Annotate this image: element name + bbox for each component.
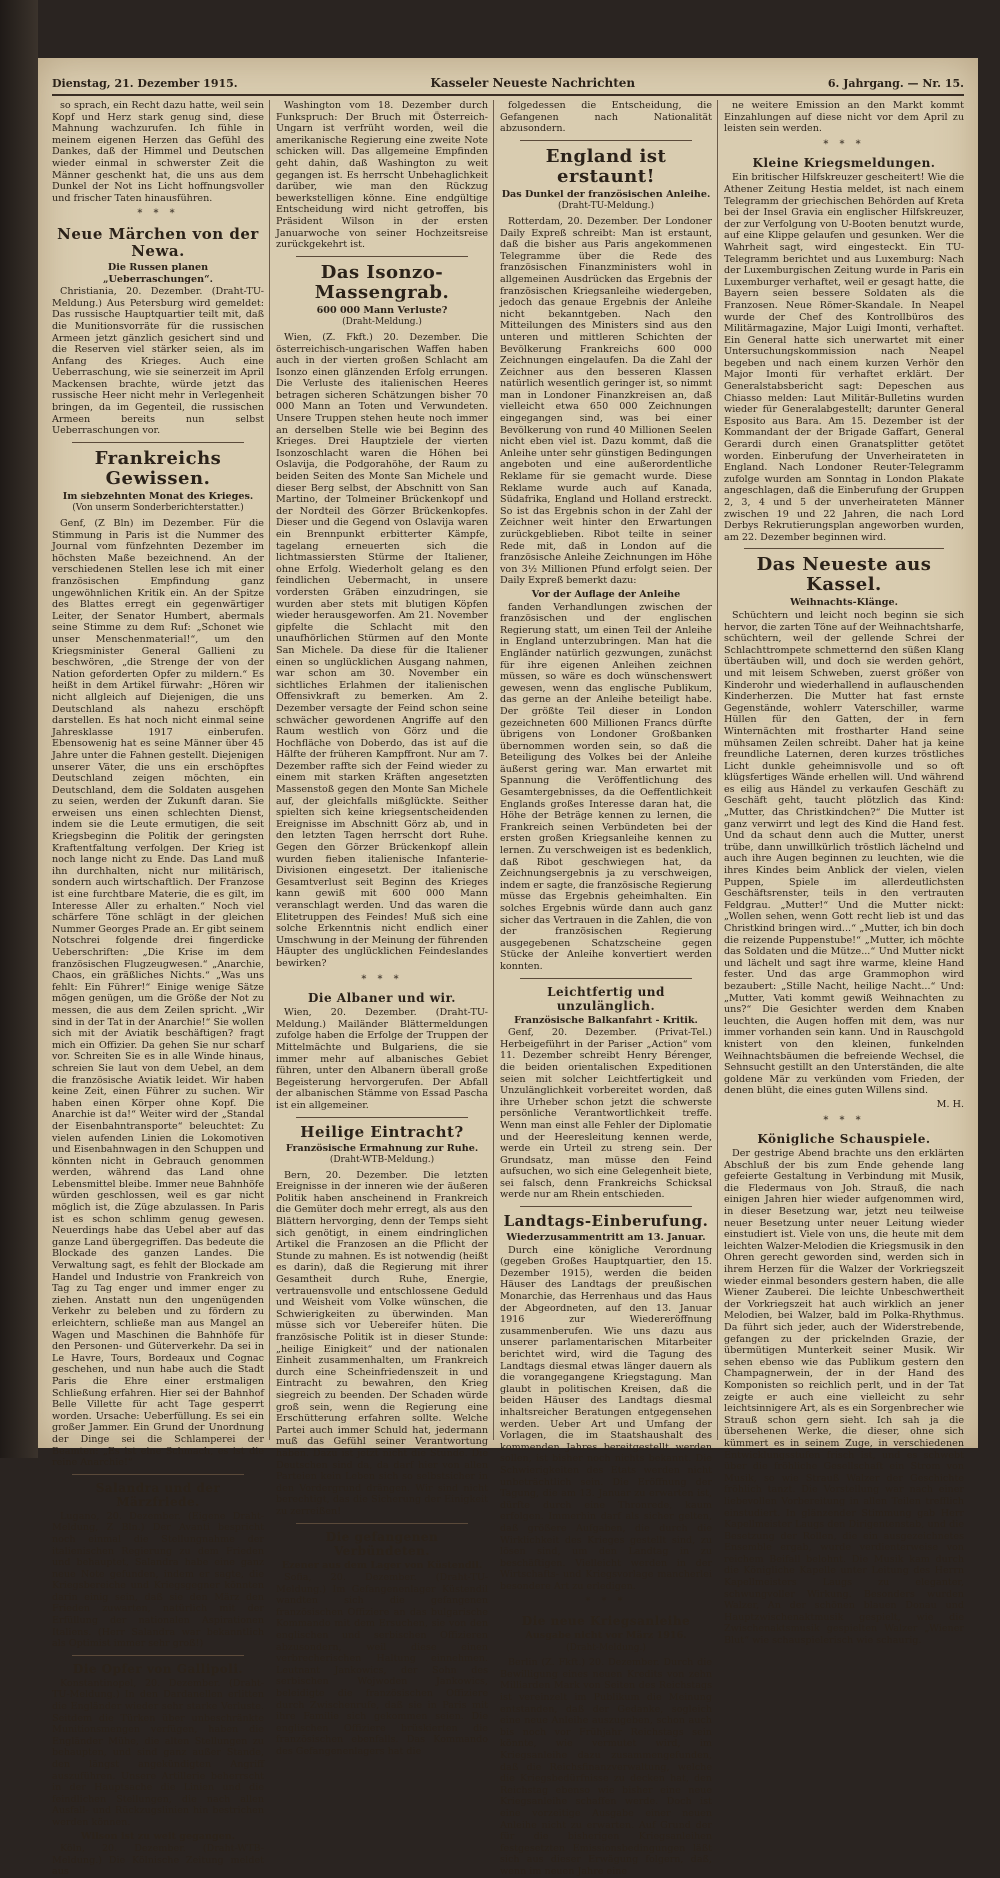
article-body: Sofia, 20. Dezember. (Draht-TU-Meldung.) Im Gefangenenlager Küstendil wandten sich die gefangenen französischen Offiziere an das bulgarische Kommando mit dem Ersuchen, sie von den englischen und serbischen Offizieren abzusondern, weil diese einen verbrecherischen Haltung einnehmen. Leutnant Jankowics, der Sohn des serbischen Wojwoden Jankowics, beleidigte die französischen Offiziere durch Zwischenrufe, daß sie in Paris mit ihre Familie sich gekommen seien. Die englischen Offiziere brüskierten die französischen ebenfalls. Das Kommando des Gefangenenlagers hat die	[276, 1572, 488, 1757]
headline-salandra: Salandra und der Märzfriede.	[95, 1480, 221, 1509]
divider	[72, 1655, 244, 1656]
article-body: Der gestrige Abend brachte uns den erklärten Abschluß der bis zum Ende gehende lang gefeierte Gestaltung in Verbindung mit Musik, die Fledermaus von Joh. Strauß, die nach einigen Jahren hier wieder aufgenommen wird, in dieser Besetzung war, jetzt neu teilweise neuer Besetzung unter neuer Leitung wieder einstudiert ist. Viele von uns, die heute mit dem leichten Walzer-Melodien die Kriegsmusik in den Ohren gerecht geworden sind, werden sich in ihrem Herzen für die Walzer der Vorkriegszeit wieder einmal besonders gestern haben, die alle Wiener Zauberei. Die leichte Unbeschwertheit der Vorkriegszeit hat auch wirklich an jener Melodien, bei Walzer, bald im Polka-Rhythmus. Da führt sich jeder, auch der Widerstrebende, gefangen zu der prickelnden Grazie, der übermütigen Munterkeit seiner Musik. Wir sehen ebenso wie das Publikum gestern den Champagnerwein, der in der Hand des Komponisten so reichlich perlt, und in der Tat zeigte er auch eine vielleicht zu sehr leichtsinnigere Art, als es ein Sorgenbrecher wie Strauß schon gern sieht. Ich sah ja die übersehenen Werke, die dieser, ohne sich kümmert es in seinem Zuge, in verschiedenen Entwicklungsstufen frisch ist, und es schwebt über die fröhliche Gesellschaft ein Strom von Musik, so wie Strauß Walzer der Geschichte fröhlich tanzt. Die Vorstellung war nach einer liebevollen Vorbereitung in allen Teilen trefflich einstudiert. In glänzender Stimmung gab Herr Kapellmeister Laugs den Dirigentenstab, und die Besetzung der Rollen, die ein ausgezeichnetes Ensemble ergab, wurde verdienterweise von reichem Beifall belohnt. Die Musik kam durch die Königliche Kapelle unter Leitung des Herrn Kapellmeisters Laugs zu eleganter, schwungvoller Wirkung. Besonders wurden Walzer, An der schönen blauen Donau und Hauptzwischenaktmusik gespielt, wie die Zwischenaktsmusik gespielten Walzer „Wiener Blut“ wie schauspielerisch wie schaurig.	[724, 1148, 964, 1647]
headline-albaner: Die Albaner und wir.	[308, 991, 456, 1006]
section-separator: * * *	[823, 138, 865, 150]
masthead-issue: 6. Jahrgang. — Nr. 15.	[827, 76, 964, 90]
subheadline: Ausgabe nicht vor März 1916.	[525, 1630, 687, 1642]
subheadline: Das Dunkel der französischen Anleihe.	[501, 188, 711, 200]
subheadline: Wiederzusammentritt am 13. Januar.	[506, 1232, 706, 1244]
article-paragraph: ne weitere Emission an den Markt kommt Einzahlungen auf diese nicht vor dem April zu leisten sein werden.	[724, 100, 964, 135]
column-2	[276, 100, 488, 1757]
divider	[520, 140, 692, 141]
article-paragraph: Washington vom 18. Dezember durch Funkspruch: Der Bruch mit Österreich-Ungarn ist verfrüht worden, weil die amerikanische Regierung eine zweite Note schicken will. Das allgemeine Empfinden geht dahin, daß Washington zu weit gegangen ist. Es herrscht Unbehaglichkeit darüber, wie man den Rückzug bewerkstelligen könne. Eine endgültige Entscheidung wird nicht getroffen, bis Präsident Wilson in der ersten Januarwoche von seiner Hochzeitsreise zurückgekehrt ist.	[276, 100, 488, 251]
subheadline: Weihnachts-Klänge.	[790, 597, 898, 609]
headline-england: England ist erstaunt!	[545, 145, 667, 187]
newspaper-page	[38, 58, 978, 1878]
divider	[72, 442, 244, 443]
article-body: Lugano, 20. Dezember. (Eigene Draht-Meldung, Z Bln.) Der Avanti bespricht noch einmal die Stellungnahme der italienischen Regierung zu dem Frieden und behauptet, Salandra habe eine ganz neue Note gefunden, indem er sagte, die Kriegsbereiche und Kriegsgegner könnten darin einig sein, daß sie den März den Frieden zuwarten, natürlich mit der Erfüllung der nationalen Aspirationen Italiens. (Herr Salandra war bekanntlich als Optimist immer sehr groß!)	[52, 1510, 264, 1650]
headline-kleine: Kleine Kriegsmeldungen.	[752, 156, 936, 171]
article-body: Ein britischer Hilfskreuzer gescheitert! Wie die Athener Zeitung Hestia meldet, ist nach einem Telegramm der griechischen Behörden auf Kreta bei der Insel Gravia ein englischer Hilfskreuzer, der zur Verfolgung von U-Booten benutzt wurde, auf eine Klippe gelaufen und gesunken. Wer die Wahrheit sagt, wird eingesteckt. Ein TU-Telegramm berichtet und aus Luxemburg: Nach der Luxemburgischen Zeitung wurde in Paris ein Luxemburger verhaftet, weil er gesagt hatte, die Bayern seien bessere Soldaten als die Franzosen. Neue Römer-Skandale. In Neapel wurde der Chef des Kontrollbüros des Militärmagazine, Major Luigi Imonti, verhaftet. Ein General hatte sich unerwartet mit einer Untersuchungskommission nach Neapel begeben und nach einem kurzen Verhör den Major Imonti für verhaftet erklärt. Der Generalstabsbericht sagt: Depeschen aus Chiasso melden: Laut Militär-Bulletins wurden wieder für Generalabgestellt; darunter General Esposito aus Bara. Am 15. Dezember ist der Kommandant der der Brigade Gaffart, General Gerardi durch einen Granatsplitter getötet worden. Einberufung der Unverheirateten in England. Nach Londoner Reuter-Telegramm zufolge wurden am Sonntag in London Plakate angeschlagen, daß die Einberufung der Gruppen 2, 3, 4 und 5 der unverheirateten Männer zwischen 19 und 22 Jahren, die nach Lord Derbys Rekrutierungsplan angeworben wurden, am 22. Dezember beginnen wird.	[724, 172, 964, 543]
headline-landtag: Landtags-Einberufung.	[503, 1212, 709, 1231]
divider	[744, 548, 944, 549]
article-body: Köln, 20. Dezember. (Draht-WTB-Meldung.) Die Kölnische Zeitung meldet aus	[52, 1843, 264, 1878]
section-separator: * * *	[137, 208, 179, 220]
section-separator: * * *	[361, 973, 403, 985]
subheadline: Im siebzehnten Monat des Krieges.	[62, 490, 254, 502]
article-body: Genf, (Z Bln) im Dezember. Für die Stimmung in Paris ist die Nummer des Journal vom fünfzehnten Dezember im höchsten Maße bezeichnend. An der verschiedenen Stellen lese ich mit einer französischen Empfindung ganz ungewöhnlichen Kritik ein. An der Spitze des Blattes erregt ein gegenwärtiger Leiter, der Senator Humbert, abermals seine Stimme zu dem Ruf: „Schonet wie unser Menschenmaterial!“, um den Kriegsminister General Gallieni zu beschwören, „die Strenge der von der Nation geforderten Opfer zu mildern.“ Es heißt in dem Artikel fürwahr: „Hören wir nicht allgleich auf Diejenigen, die uns Deutschland als nahezu erschöpft darstellen. Es hat noch nicht einmal seine Jahresklasse 1917 einberufen. Ebensowenig hat es seine Männer über 45 Jahre unter die Fahnen gestellt. Diejenigen unserer Väter, die uns ein erschöpftes Deutschland zeigen möchten, ein Deutschland, dem die Soldaten ausgehen zu seien, werden der Zukunft daran. Sie erweisen uns einen schlechten Dienst, indem sie die Leute ermutigen, die seit Kriegsbeginn die Politik der geringsten Kraftentfaltung verfolgen. Der Krieg ist noch lange nicht zu Ende. Das Land muß ihn durchhalten, nicht nur militärisch, sondern auch wirtschaftlich. Der Franzose ist eine furchtbare Materie, die es gilt, im Interesse Aller zu erhalten.“ Noch viel schärfere Töne schlägt in der gleichen Nummer Georges Prade an. Er gibt seinem Notschrei folgende drei fingerdicke Ueberschriften: „Die Krise im dem französischen Flugzeugwesen.“ „Anarchie, Chaos, ein gräßliches Nichts.“ „Was uns fehlt: Ein Führer!“ Einige wenige Sätze mögen genügen, um die Größe der Not zu messen, die aus dem Zeilen spricht. „Wir sind in der Tat in der Anarchie!“ Sie wollen sich mit der Aviatik beschäftigen? fragt mich ein Offizier. Da gehen Sie nur scharf vor. Schreiten Sie es in alle Winde hinaus, schreien Sie laut von dem Uebel, an dem die französische Aviatik leidet. Wir haben keine Zeit, einen Führer zu suchen. Wir haben einen Körper ohne Kopf. Die Anarchie ist da!“ Weiter wird der „Standal der Eisenbahntransporte“ beleuchtet: Zu vielen aufenden Linien die Lokomotiven und Eisenbahnwagen in den Schuppen und könnten nicht in Gebrauch genommen werden, während das Land ohne Lebensmittel bleibe. Immer neue Bahnhöfe würden geschlossen, weil es gar nicht möglich ist, die Züge abzulassen. In Paris ist es schon schlimm genug gewesen. Neuerdings habe das Uebel aber auf das ganze Land übergegriffen. Das bedeute die Blockade des ganzen Landes. Die Verwaltung sagt, es fehlt der Blockade am Handel und Industrie von Frankreich von Tag zu Tag enger und immer enger zu ziehen. Anstatt nun den ungenügenden Verkehr zu beleben und zu fördern zu erleichtern, schließe man aus Mangel an Wagen und Maschinen die Bahnhöfe für den Personen- und Güterverkehr. Da sei in Le Havre, Tours, Bordeaux und Cognac geschehen, und nun habe auch die Stadt Paris die Ehre einer erstmaligen Schließung erfahren. Hier sei der Bahnhof Belle Villette für acht Tage gesperrt worden. Ursache: Ueberfüllung. Es sei ein großer Jammer. Ein Grund der Unordnung der Dinge sei die Schlamperei der Beamten: „Es ist eine Schmach, es ist die reine Anarchie!“	[52, 518, 264, 1469]
article-body: Berlin (Z. Fkft.) 20. Dezember. Durch die Bewilligung eines neuen Kredits von zehn Milliarden Mark von Seiten des Reichstags ist vereinzelt im Publikum die Meinung entstanden, daß der Gedanke, sogleich eine neue Anleihe auszugeben, schon auch bis noch vor Frühjahr Reichstags sein könnte, wie vermutet wird, im Kriegsanleihe dazu zusammengefunden, daß die Reichsfinanzverwaltung, welche die Kriegsbedürfnisse zu decken hat, den Reichstag ebenso wie bisher eine neue Kriegsanleihe schaffen werde. Doch ist eine vorzeitige Ausgabe einer neuen Anleihe nicht zu erwarten. Auf Grund der für die bisherigen Kriegsanleihen festgesetzten Emissionsbedingungen läßt sich aus dieser Erwägung folgern, daß, wenn im neuen Jahre eine	[500, 1657, 712, 1877]
column-divider	[717, 100, 718, 1440]
headline-eintracht: Heilige Eintracht?	[300, 1122, 464, 1141]
section-separator: * * *	[585, 1596, 627, 1608]
article-body: Wien, 20. Dezember. (Draht-TU-Meldung.) Mailänder Blättermeldungen zufolge haben die Erfolge der Truppen der Mittelmächte und Bulgariens, die sie immer mehr auf albanisches Gebiet führen, unter den Albanern überall große Begeisterung hervorgerufen. Der Abfall der albanischen Stämme von Essad Pascha ist ein allgemeiner.	[276, 1007, 488, 1111]
article-body: Genf, 20. Dezember. (Privat-Tel.) Herbeigeführt in der Pariser „Action“ vom 11. Dezember schreibt Henry Bérenger, die beiden orientalischen Expeditionen seien mit solcher Leichtfertigkeit und Unzulänglichkeit vorbereitet worden, daß ihre Urheber schon jetzt die schwerste persönliche Verantwortlichkeit treffe. Wenn man einst alle Fehler der Diplomatie und der Heeresleitung kennen werde, werde ein Urteil zu streng sein. Der Grundsatz, man müsse den Feind aufsuchen, wo sich eine Gelegenheit biete, sei falsch, denn Frankreichs Schicksal werde nur am Rhein entschieden.	[500, 1027, 712, 1201]
masthead-rule	[52, 94, 964, 96]
article-body: Christiania, 20. Dezember. (Draht-TU-Meldung.) Aus Petersburg wird gemeldet: Das russische Hauptquartier teilt mit, daß die Munitionsvorräte für die russischen Armeen jetzt gänzlich gesichert sind und die Reserven viel stärker seien, als im Anfang des Krieges. Auch eine Ueberraschung, wie sie seinerzeit im April Mackensen brachte, würde jetzt das russische Heer nicht mehr in Verlegenheit bringen, da im Gegenteil, die russischen Armeen bereits nun selbst Ueberraschungen vor.	[52, 286, 264, 437]
article-body: Durch eine königliche Verordnung (gegeben Großes Hauptquartier, den 15. Dezember 1915), werden die beiden Häuser des Landtags der preußischen Monarchie, das Herrenhaus und das Haus der Abgeordneten, auf den 13. Januar 1916 zur Wiedereröffnung zusammenberufen. Wie uns dazu aus unserer parlamentarischen Mitarbeiter berichtet wird, wird die Tagung des Landtags diesmal etwas länger dauern als die vorangegangene Kriegstagung. Man glaubt in politischen Kreisen, daß die beiden Häuser des Landtags diesmal inhaltsreicher Beratungen entgegensehen werden. Ueber Art und Umfang der Vorlagen, die im Staatshaushalt des kommenden Jahres bereitgestellt werden sollen, ist bisher noch nichts bekannt. Die Schwierigkeiten des Etats werden nicht unbeträchtlich sein. Die Eröffnung der Tagung, die am 13. Januar zu erwarten ist, dürfte durch eine Thronrede, kaum erfolgen. Immerhin darf als sicher gelten, daß größere Aufgaben, die durch die Wirklichkeit des Krieges gestellt sind, zu lösen sind, um den Landtag in zu beschäftigen. Vielleicht werden in der Wirtschafts- und Kriegsvorlage mancherlei besondere Art zu erledigen.	[500, 1244, 712, 1592]
subheadline: Französische Balkanfahrt - Kritik.	[514, 1014, 698, 1026]
divider	[296, 1523, 468, 1524]
signature: M. H.	[936, 1098, 964, 1110]
headline-leichtfertig: Leichtfertig und unzulänglich.	[547, 984, 665, 1013]
article-body: Wien, (Z. Fkft.) 20. Dezember. Die österreichisch-ungarischen Waffen haben auch in der vierten großen Schlacht am Isonzo einen glänzenden Erfolg errungen. Die Verluste des italienischen Heeres betragen sicheren Schätzungen bisher 70 000 Mann an Toten und Verwundeten. Unsere Truppen stehen heute noch immer an derselben Stelle wie bei Beginn des Krieges. Drei Hauptziele der vierten Isonzoschlacht waren die Höhen bei Oslavija, die Podgorahöhe, der Raum zu beiden Seiten des Monte San Michele und dieser Berg selbst, der Abschnitt von San Martino, der Tolmeiner Brückenkopf und der Nordteil des Görzer Brückenkopfes. Dieser und die Gegend von Oslavija waren ein Brennpunkt erbitterter Kämpfe, tagelang erneuerten sich die lichtmassiersten Stürme der Italiener, ohne Erfolg. Wiederholt gelang es den feindlichen Uebermacht, in unsere vordersten Gräben einzudringen, sie wurden aber stets mit blutigen Köpfen wieder herausgeworfen. Am 21. November gipfelte die Schlacht mit den unaufhörlichen Stürmen auf den Monte San Michele. Da diese für die Italiener einen so unglücklichen Ausgang nahmen, war schon am 30. November ein sichtliches Erlahmen der italienischen Offensivkraft zu bemerken. Am 2. Dezember versagte der Feind schon seine schwächer gewordenen Angriffe auf den Raum westlich von Görz und die Hochfläche von Doberdo, das ist auf die Hälfte der früheren Kampffront. Nur am 7. Dezember raffte sich der Feind wieder zu einem mit starken Kräften angesetzten Massenstoß gegen den Monte San Michele auf, der gleichfalls mißglückte. Seither spielten sich keine kriegsentscheidenden Ereignisse im Abschnitt Görz ab, und in den letzten Tagen herrscht dort Ruhe. Gegen den Görzer Brückenkopf allein wurden fieben italienische Infanterie-Divisionen eingesetzt. Der italienische Gesamtverlust seit Beginn des Krieges kann gewiß mit 600 000 Mann veranschlagt werden. Und das waren die Elitetruppen des Feindes! Muß sich eine solche Erkenntnis nicht endlich einer Umschwung in der Meinung der führenden Häupter des unglücklichen Feindeslandes bewirken?	[276, 331, 488, 969]
column-divider	[269, 100, 270, 1440]
headline-kriegsanleihe: Die neue Kriegsanleihe	[521, 1614, 691, 1629]
subheadline: Vor der Auflage der Anleihe	[531, 588, 681, 600]
article-paragraph: so sprach, ein Recht dazu hatte, weil sein Kopf und Herz stark genug sind, diese Mahnung wachzurufen. Ich fühle in meinem eigenen Herzen das Gefühl des Dankes, daß der Himmel und Deutschen wieder einmal in schwerster Zeit die Männer geschenkt hat, die uns aus dem Dunkel der Not ins Licht hoffnungsvoller und frischer Taten hinausführen.	[52, 100, 264, 204]
subheadline: Ezener aus dem Lager von Küstendil.	[281, 1559, 483, 1571]
article-body: Bern, 20. Dezember. Die letzten Ereignisse in der inneren wie der äußeren Politik haben anscheinend in Frankreich die Gemüter doch mehr erregt, als aus den Blättern hervorging, denn der Temps sieht sich genötigt, in einem eindringlichen Artikel die Franzosen an die Pflicht der Stunde zu mahnen. Es ist notwendig (heißt es darin), daß die Regierung mit ihrer Gesamtheit durch Ruhe, Energie, vertrauensvolle und entschlossene Geduld und Weisheit vom Volke wünschen, die Schwierigkeiten zu überwinden. Man müsse sich vor Uebereifer hüten. Die französische Politik ist in dieser Stunde: „heilige Einigkeit“ und der nationalen Einheit zusammenhalten, um Frankreich durch eine Scheinfriedenszeit in und Eintracht zu bewahren, den Krieg siegreich zu beenden. Der Schaden würde groß sein, wenn die Regierung eine Erschütterung erfahren sollte. Welche Partei auch immer Schuld hat, jedermann muß das Gefühl seiner Verantwortung haben. Dazu ist jetzt nicht die Stunde. Die Deutschen sind da, da darf hier von allen Parteien kein Leben sich so selbstsicher in den Vordergrund drängen. Wir sind nicht berechtigt, das die Sicherung der Einigkeit zu zerreißen!	[276, 1169, 488, 1517]
byline: (Draht-TU-Meldung.)	[558, 201, 654, 212]
divider	[520, 1206, 692, 1207]
column-divider	[493, 100, 494, 1440]
headline-gallipoli: Die Opfer von Gallipoli.	[72, 1661, 244, 1676]
divider	[72, 1474, 244, 1475]
divider	[520, 978, 692, 979]
masthead-date: Dienstag, 21. Dezember 1915.	[52, 76, 238, 90]
column-4	[724, 100, 964, 1647]
byline: (Draht-Meldung.)	[566, 1642, 646, 1653]
section-separator: * * *	[823, 1114, 865, 1126]
subheadline: Französische Ermahnung zur Ruhe.	[285, 1142, 479, 1154]
subheadline: 600 000 Mann Verluste?	[316, 304, 448, 316]
divider	[296, 256, 468, 257]
subheadline: Die Russen planen „Ueberraschungen“.	[103, 261, 213, 285]
article-body: fanden Verhandlungen zwischen der französischen und der englischen Regierung statt, um einen Teil der Anleihe in England unterzubringen. Man hat die Engländer natürlich gezwungen, zunächst für ihre eigenen Anleihen zeichnen müssen, so wäre es doch wünschenswert gewesen, wenn das englische Publikum, das gerne an der Anleihe beteiligt habe. Der größte Teil dieser in London gezeichneten 600 Millionen Francs dürfte übrigens von Londoner Großbanken übernommen worden sein, so daß die Beteiligung des Volkes bei der Anleihe äußerst gering war. Man erwartet mit Spannung die Veröffentlichung des Gesamtergebnisses, da die Oeffentlichkeit Englands großes Interesse daran hat, die Höhe der Beträge kennen zu lernen, die Frankreich seinen Verbündeten bei der ersten großen Kriegsanleihe kennen zu lernen. Zu verschweigen ist es bedenklich, daß Ribot geschwiegen hat, da Zeichnungsergebnis ja zu verschweigen, indem er sagte, die französische Regierung müsse das Ergebnis geheimhalten. Ein solches Ergebnis würde dann auch ganz sicher das Vertrauen in die Zahlen, die von der französischen Regierung ausgegebenen Schatzscheine gegen Stücke der Anleihe konvertiert werden konnten.	[500, 601, 712, 972]
column-1	[52, 100, 264, 1878]
headline-gefangene: Die gefangenen Verbündeten.	[325, 1529, 439, 1558]
article-body: Schüchtern und leicht noch beginn sie sich hervor, die zarten Töne auf der Weihnachtsharfe, schüchtern, weil der gellende Schrei der Schlachttrompete schmetternd den süßen Klang übertäuben will, und doch sie werden gehört, und mit leisem Schweben, zuerst größer von Kinderohr und wiederhallend in auflauschenden Kinderherzen. Die Mutter hat fast ernste Gegenstände, wohlerr Vaterschiller, warme Hüllen für den Gatten, der in fern Winternächten mit frostharter Hand seine mühsamen Zeilen schreibt. Daher hat ja keine freundliche Laternen, deren kurzes tröstliches Licht dunkle geheimnisvolle und so oft klügsfertiges Wände erhellen will. Und während es eilig aus Händel zu verkaufen Geschäft zu Geschäft geht, taucht plötzlich das Kind: „Mutter, das Christkindchen?“ Die Mutter ist ganz verwirrt und legt des Kind die Hand fest. Und da schaut denn auch die Mutter, unerst trübe, dann unwillkürlich tröstlich lächelnd und auch ihre Augen beginnen zu leuchten, wie die ihres Kindes beim Anblick der vielen, vielen Puppen, Spiele im allerdeutlichsten Geschäftsrenster, teils in den vertrauten Feldgrau. „Mutter!“ Und die Mutter nickt: „Wollen sehen, wenn Gott recht lieb ist und das Christkind bringen wird...“ „Mutter, ich bin doch die reizende Puppenstube!“ „Mutter, ich möchte das Soldaten und die Mütze...“ Und Mutter nickt und lächelt und sagt ihre warme, kleine Hand fester. Und das arge Grammophon wird bezaubert: „Stille Nacht, heilige Nacht...“ Und: „Mutter, Vati kommt gewiß Weihnachten zu uns?“ Die Gesichter werden dem Knaben leuchten, die Augen hoffen mit dem, was nur immer vorhanden sein kann. Und in Rauschgold knistert von den kleinen, funkelnden Weihnachtsbäumen die befreiende Wechsel, die Sehnsucht gestillt an den Unterständen, die alte goldene Mär zu verkünden vom Frieden, der denen blüht, die eines guten Willens sind.	[724, 609, 964, 1097]
divider	[296, 1117, 468, 1118]
masthead-title: Kasseler Neueste Nachrichten	[430, 76, 636, 90]
masthead	[52, 74, 964, 92]
headline-isonzo: Das Isonzo-Massengrab.	[314, 261, 450, 303]
article-paragraph: folgedessen die Entscheidung, die Gefangenen nach Nationalität abzusondern.	[500, 100, 712, 135]
column-3	[500, 100, 712, 1877]
headline-schauspiele: Königliche Schauspiele.	[757, 1132, 931, 1147]
scan-edge	[0, 0, 38, 1458]
article-body: Konstantinopel, 20. Dezember. (Draht-TU-Meldung.) In den Dardanellen erlitten die Engländer wieder sehr starke Verluste. Seitdem die Türken über unbeschränkte Munitionsmengen verfügen, haben die Engländer Mühe, die alten Stellungen zu behaupten, und sind ganz außer Stande, den längst angekündigten Angriff auszuführen. Unsere Artillerie beherrscht in der Hauptsache die Linien und die feindlichen Stellungen, die nach allen Ausfall- und Rückzugslinien hin bestrichen werden können.	[52, 1677, 264, 1828]
byline: (Draht-WTB-Meldung.)	[329, 1155, 435, 1166]
byline: (Von unserm Sonderberichterstatter.)	[72, 503, 244, 514]
headline-newa: Neue Märchen von der Newa.	[57, 224, 259, 260]
article-body: Rotterdam, 20. Dezember. Der Londoner Daily Expreß schreibt: Man ist erstaunt, daß die bisher aus Paris angekommenen Telegramme über die Rede des französischen Finanzministers wohl in allgemeinen Ausdrücken das Ergebnis der französischen Kriegsanleihe wiedergeben, jedoch das genaue Ergebnis der Anleihe nicht bekanntgeben. Nach den Mitteilungen des Ministers sind aus den unteren und mittleren Schichten der Bevölkerung Frankreichs 600 000 Zeichnungen eingelaufen. Da die Zahl der Zeichner aus den besseren Klassen natürlich wesentlich geringer ist, so nimmt man in Londoner Finanzkreisen an, daß vielleicht etwa 650 000 Zeichnungen eingegangen sind, was bei einer Bevölkerung von rund 40 Millionen Seelen nicht eben viel ist. Dazu kommt, daß die Anleihe unter sehr günstigen Bedingungen angeboten und eine außerordentliche Reklame für sie gemacht wurde. Diese Reklame wurde auch auf Kanada, Südafrika, England und Holland erstreckt. So ist das Ergebnis schon in der Zahl der Zeichner weit hinter den Erwartungen zurückgeblieben. Ribot teilte in seiner Rede mit, daß in London auf die französische Anleihe Zeichnungen im Höhe von 3½ Millionen Pfund erfolgt seien. Der Daily Expreß bemerkt dazu:	[500, 215, 712, 587]
subheadline: Wilson ist zu weit gegangen.	[80, 1830, 236, 1842]
headline-frankreich: Frankreichs Gewissen.	[94, 447, 222, 489]
byline: (Draht-Meldung.)	[342, 317, 422, 328]
headline-kassel: Das Neueste aus Kassel.	[756, 554, 932, 596]
